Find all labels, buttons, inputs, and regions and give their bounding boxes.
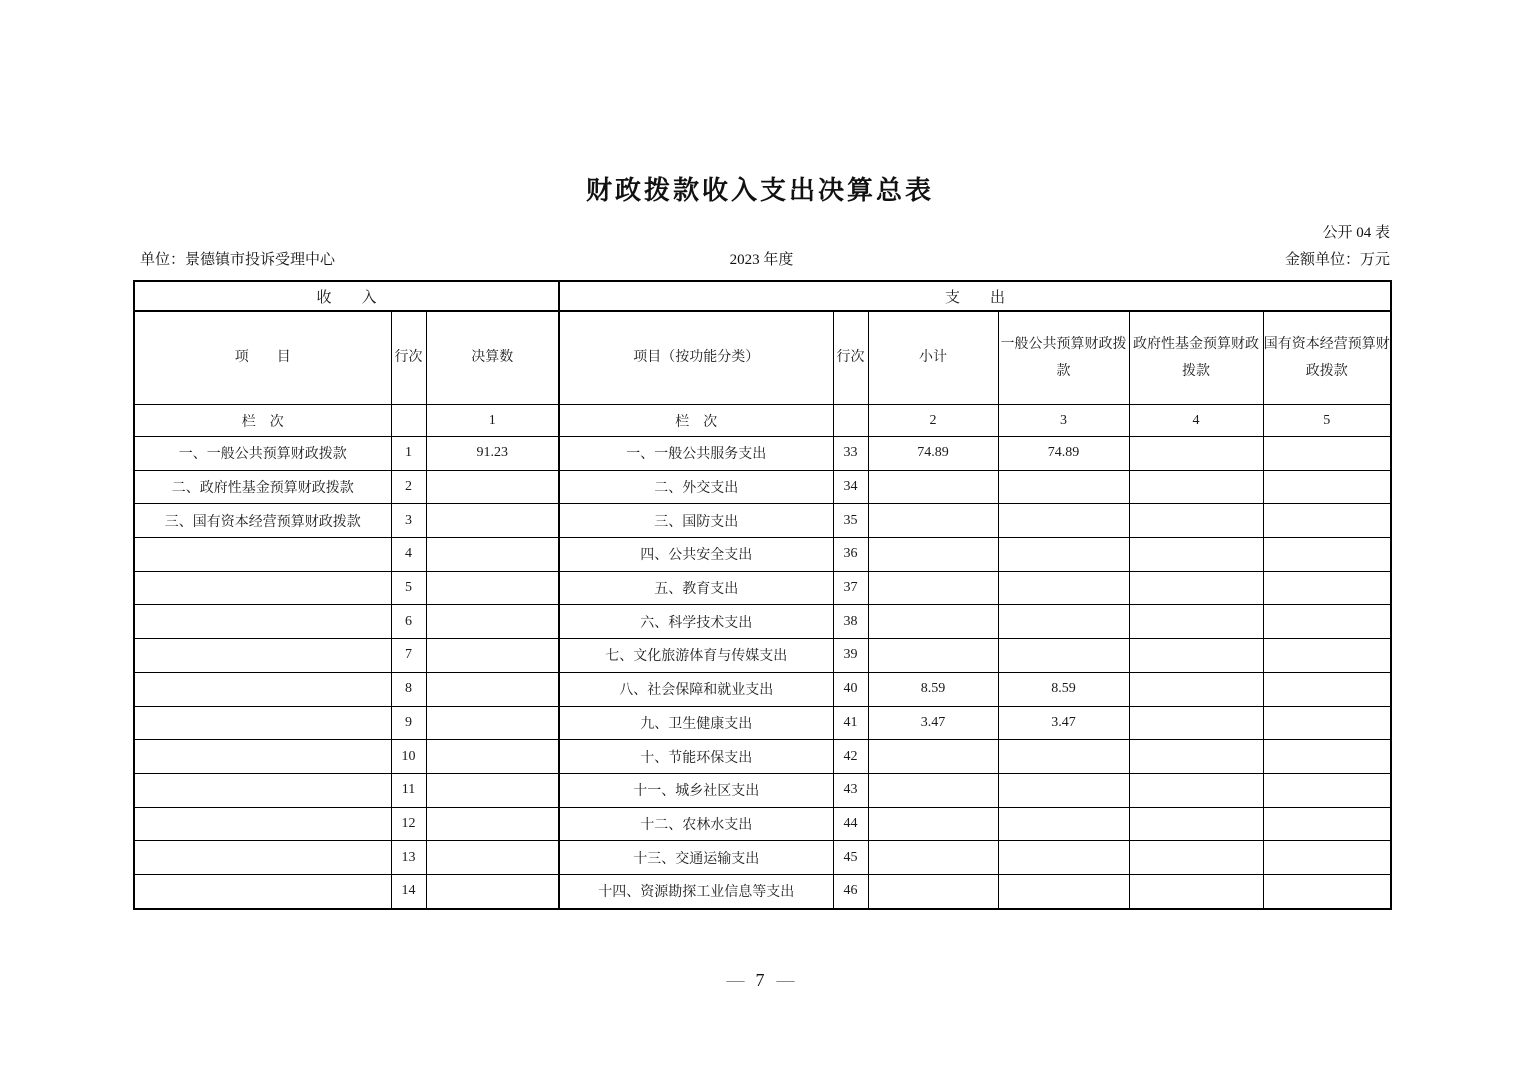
expense-item-cell: 七、文化旅游体育与传媒支出 [559, 639, 833, 673]
income-row-number-cell: 3 [391, 504, 426, 538]
expense-index-label: 栏 次 [559, 405, 833, 437]
expense-subtotal-cell: 74.89 [868, 437, 998, 471]
expense-general-budget-cell [998, 470, 1129, 504]
expense-subtotal-cell [868, 874, 998, 908]
expense-state-capital-cell [1263, 538, 1391, 572]
income-row-number-cell: 12 [391, 807, 426, 841]
expense-item-cell: 十、节能环保支出 [559, 740, 833, 774]
expense-subtotal-cell [868, 470, 998, 504]
expense-item-cell: 五、教育支出 [559, 571, 833, 605]
expense-subtotal-cell [868, 740, 998, 774]
expense-item-cell: 四、公共安全支出 [559, 538, 833, 572]
section-band-row [134, 281, 1391, 311]
expense-subtotal-cell [868, 807, 998, 841]
expense-row-number-cell: 41 [833, 706, 868, 740]
income-final-amount-cell [426, 605, 559, 639]
income-row-number-cell: 2 [391, 470, 426, 504]
gov-fund-index: 4 [1129, 405, 1263, 437]
expense-row-number-cell: 45 [833, 841, 868, 875]
income-final-amount-cell [426, 470, 559, 504]
meta-line [133, 248, 1390, 272]
expense-row-number-cell: 44 [833, 807, 868, 841]
income-item-cell [134, 672, 391, 706]
table-row [134, 470, 1391, 504]
expense-state-capital-cell [1263, 740, 1391, 774]
expense-state-capital-cell [1263, 807, 1391, 841]
expense-gov-fund-cell [1129, 504, 1263, 538]
expense-item-cell: 三、国防支出 [559, 504, 833, 538]
col-income-item: 项 目 [134, 311, 391, 405]
table-code: 公开 04 表 [1322, 225, 1390, 241]
expense-subtotal-cell [868, 605, 998, 639]
column-index-row [134, 405, 1391, 437]
expense-state-capital-cell [1263, 504, 1391, 538]
income-final-amount-cell [426, 571, 559, 605]
expense-row-number-cell: 34 [833, 470, 868, 504]
income-item-cell [134, 639, 391, 673]
income-row-number-cell: 5 [391, 571, 426, 605]
expense-gov-fund-cell [1129, 571, 1263, 605]
table-row [134, 807, 1391, 841]
expense-gov-fund-cell [1129, 773, 1263, 807]
final-amount-index: 1 [426, 405, 559, 437]
expense-state-capital-cell [1263, 706, 1391, 740]
expense-rowno-index-blank [833, 405, 868, 437]
income-item-cell [134, 841, 391, 875]
expense-general-budget-cell [998, 841, 1129, 875]
income-item-cell: 二、政府性基金预算财政拨款 [134, 470, 391, 504]
income-item-cell [134, 571, 391, 605]
income-item-cell [134, 773, 391, 807]
expense-subtotal-cell [868, 773, 998, 807]
expense-gov-fund-cell [1129, 437, 1263, 471]
expense-item-cell: 八、社会保障和就业支出 [559, 672, 833, 706]
expense-row-number-cell: 38 [833, 605, 868, 639]
expense-state-capital-cell [1263, 874, 1391, 908]
income-row-number-cell: 10 [391, 740, 426, 774]
income-final-amount-cell [426, 740, 559, 774]
income-section-header: 收 入 [134, 281, 559, 311]
expense-state-capital-cell [1263, 639, 1391, 673]
expense-subtotal-cell [868, 571, 998, 605]
income-final-amount-cell [426, 874, 559, 908]
expense-item-cell: 九、卫生健康支出 [559, 706, 833, 740]
income-final-amount-cell [426, 538, 559, 572]
expense-state-capital-cell [1263, 773, 1391, 807]
income-row-number-cell: 9 [391, 706, 426, 740]
col-subtotal: 小计 [868, 311, 998, 405]
expense-row-number-cell: 37 [833, 571, 868, 605]
expense-row-number-cell: 35 [833, 504, 868, 538]
expense-gov-fund-cell [1129, 874, 1263, 908]
expense-state-capital-cell [1263, 470, 1391, 504]
expense-item-cell: 十二、农林水支出 [559, 807, 833, 841]
expense-gov-fund-cell [1129, 807, 1263, 841]
income-row-number-cell: 11 [391, 773, 426, 807]
table-row [134, 605, 1391, 639]
income-final-amount-cell [426, 706, 559, 740]
income-final-amount-cell [426, 807, 559, 841]
income-final-amount-cell [426, 773, 559, 807]
expense-gov-fund-cell [1129, 605, 1263, 639]
expense-general-budget-cell [998, 538, 1129, 572]
table-row [134, 571, 1391, 605]
expense-row-number-cell: 40 [833, 672, 868, 706]
col-general-budget: 一般公共预算财政拨款 [998, 311, 1129, 405]
table-row [134, 874, 1391, 908]
income-item-cell: 三、国有资本经营预算财政拨款 [134, 504, 391, 538]
expense-general-budget-cell [998, 639, 1129, 673]
fiscal-table [133, 280, 1392, 910]
col-final-amount: 决算数 [426, 311, 559, 405]
expense-row-number-cell: 39 [833, 639, 868, 673]
expense-gov-fund-cell [1129, 639, 1263, 673]
income-final-amount-cell [426, 639, 559, 673]
expense-gov-fund-cell [1129, 740, 1263, 774]
income-row-number-cell: 13 [391, 841, 426, 875]
col-expense-item: 项目（按功能分类） [559, 311, 833, 405]
page-number [0, 970, 1520, 991]
expense-item-cell: 一、一般公共服务支出 [559, 437, 833, 471]
expense-subtotal-cell [868, 841, 998, 875]
income-row-number-cell: 8 [391, 672, 426, 706]
table-row [134, 672, 1391, 706]
expense-state-capital-cell [1263, 437, 1391, 471]
table-row [134, 538, 1391, 572]
income-row-number-cell: 6 [391, 605, 426, 639]
expense-subtotal-cell: 8.59 [868, 672, 998, 706]
expense-state-capital-cell [1263, 605, 1391, 639]
expense-gov-fund-cell [1129, 672, 1263, 706]
income-final-amount-cell [426, 841, 559, 875]
table-row [134, 740, 1391, 774]
expense-general-budget-cell [998, 740, 1129, 774]
income-final-amount-cell [426, 504, 559, 538]
income-item-cell [134, 740, 391, 774]
expense-general-budget-cell: 74.89 [998, 437, 1129, 471]
income-row-number-cell: 14 [391, 874, 426, 908]
expense-general-budget-cell: 3.47 [998, 706, 1129, 740]
expense-state-capital-cell [1263, 571, 1391, 605]
column-header-row [134, 311, 1391, 405]
state-capital-index: 5 [1263, 405, 1391, 437]
income-index-label: 栏 次 [134, 405, 391, 437]
expense-general-budget-cell [998, 874, 1129, 908]
expense-subtotal-cell [868, 538, 998, 572]
income-row-number-cell: 7 [391, 639, 426, 673]
subtotal-index: 2 [868, 405, 998, 437]
table-row [134, 773, 1391, 807]
expense-general-budget-cell [998, 807, 1129, 841]
expense-subtotal-cell [868, 504, 998, 538]
expense-state-capital-cell [1263, 672, 1391, 706]
income-item-cell [134, 605, 391, 639]
amount-unit: 金额单位：万元 [1284, 252, 1390, 268]
income-item-cell [134, 538, 391, 572]
table-row [134, 706, 1391, 740]
expense-row-number-cell: 43 [833, 773, 868, 807]
col-income-row-no: 行次 [391, 311, 426, 405]
income-final-amount-cell [426, 672, 559, 706]
expense-item-cell: 十一、城乡社区支出 [559, 773, 833, 807]
expense-item-cell: 十三、交通运输支出 [559, 841, 833, 875]
income-item-cell [134, 807, 391, 841]
income-rowno-index-blank [391, 405, 426, 437]
expense-general-budget-cell [998, 773, 1129, 807]
expense-item-cell: 十四、资源勘探工业信息等支出 [559, 874, 833, 908]
expense-general-budget-cell [998, 605, 1129, 639]
expense-gov-fund-cell [1129, 470, 1263, 504]
expense-general-budget-cell: 8.59 [998, 672, 1129, 706]
expense-row-number-cell: 42 [833, 740, 868, 774]
expense-general-budget-cell [998, 571, 1129, 605]
expense-gov-fund-cell [1129, 538, 1263, 572]
col-state-capital: 国有资本经营预算财政拨款 [1263, 311, 1391, 405]
expense-general-budget-cell [998, 504, 1129, 538]
pager-dash-right: — [776, 970, 794, 990]
table-row [134, 504, 1391, 538]
expense-state-capital-cell [1263, 841, 1391, 875]
expense-row-number-cell: 33 [833, 437, 868, 471]
income-row-number-cell: 1 [391, 437, 426, 471]
income-item-cell [134, 874, 391, 908]
expense-section-header: 支 出 [559, 281, 1391, 311]
table-row [134, 639, 1391, 673]
fiscal-year: 2023 年度 [729, 252, 794, 268]
pager-dash-left: — [726, 970, 744, 990]
col-gov-fund: 政府性基金预算财政拨款 [1129, 311, 1263, 405]
table-row [134, 437, 1391, 471]
income-final-amount-cell: 91.23 [426, 437, 559, 471]
table-row [134, 841, 1391, 875]
general-index: 3 [998, 405, 1129, 437]
expense-row-number-cell: 36 [833, 538, 868, 572]
expense-item-cell: 二、外交支出 [559, 470, 833, 504]
income-item-cell: 一、一般公共预算财政拨款 [134, 437, 391, 471]
page-title: 财政拨款收入支出决算总表 [585, 176, 934, 205]
col-expense-row-no: 行次 [833, 311, 868, 405]
expense-gov-fund-cell [1129, 841, 1263, 875]
income-row-number-cell: 4 [391, 538, 426, 572]
expense-subtotal-cell: 3.47 [868, 706, 998, 740]
pager-value: 7 [755, 970, 765, 990]
unit-name: 单位：景德镇市投诉受理中心 [140, 252, 336, 268]
expense-row-number-cell: 46 [833, 874, 868, 908]
expense-subtotal-cell [868, 639, 998, 673]
expense-gov-fund-cell [1129, 706, 1263, 740]
expense-item-cell: 六、科学技术支出 [559, 605, 833, 639]
income-item-cell [134, 706, 391, 740]
